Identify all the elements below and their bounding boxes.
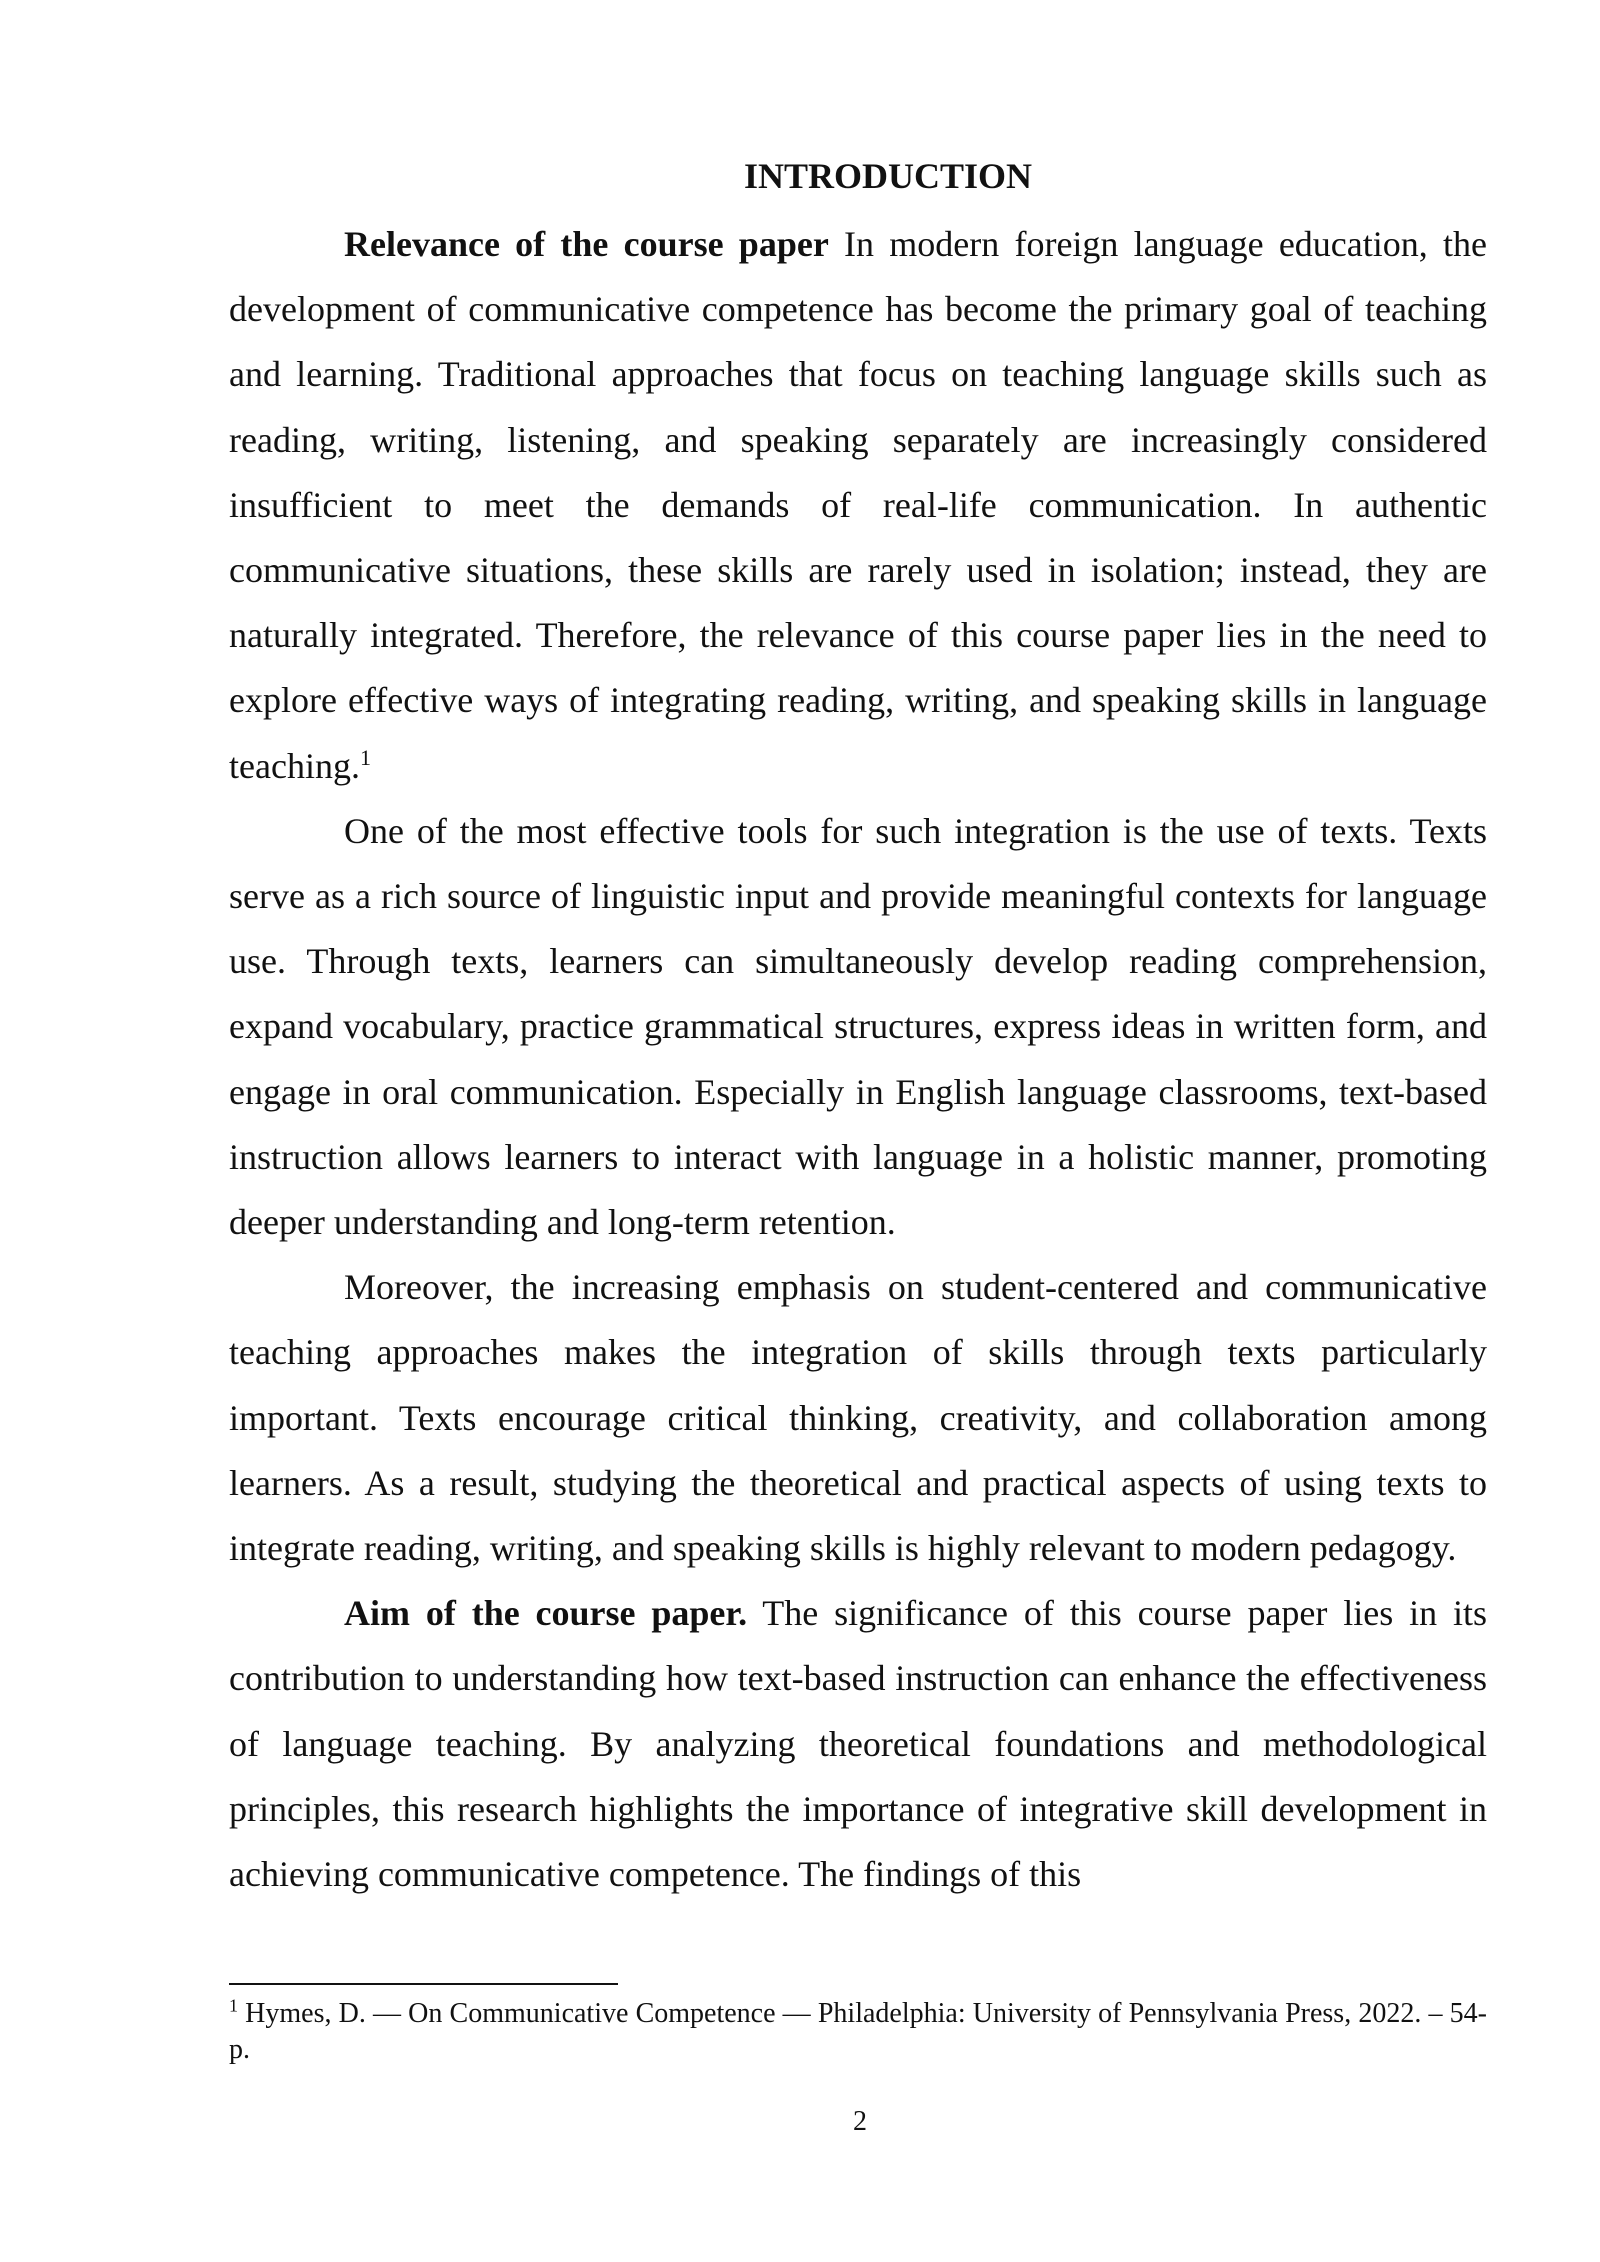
page-body xyxy=(229,148,1487,1907)
page-title: INTRODUCTION xyxy=(743,156,1033,196)
paragraph-student-centered: Moreover, the increasing emphasis on student-centered and communicative teaching approaches makes the integration of skills through texts particularly important. Texts encourage critical thinking, creativity, and collaboration among learners. As a result, studying the theoretical and practical aspects of using texts to integrate reading, writing, and speaking skills is highly relevant to modern pedagogy. xyxy=(229,1267,1487,1569)
footnote-separator xyxy=(229,1983,618,1985)
paragraph-text-aim: The significance of this course paper lies in its contribution to understanding how text-based instruction can enhance the effectiveness of language teaching. By analyzing theoretical foundations and methodological principles, this research highlights the importance of integrative skill development in achieving communicative competence. The findings of this xyxy=(229,1593,1487,1895)
paragraph-aim xyxy=(229,1581,1487,1907)
footnote xyxy=(229,1996,1487,2068)
paragraph-lead-aim: Aim of the course paper. xyxy=(344,1593,748,1634)
footnote-marker: 1 xyxy=(229,1995,238,2016)
paragraph-text-relevance: In modern foreign language education, the development of communicative competence has become the primary goal of teaching and learning. Traditional approaches that focus on teaching language skills such as reading, writing, listening, and speaking separately are increasingly considered insufficient to meet the demands of real-life communication. In authentic communicative situations, these skills are rarely used in isolation; instead, they are naturally integrated. Therefore, the relevance of this course paper lies in the need to explore effective ways of integrating reading, writing, and speaking skills in language teaching. xyxy=(229,224,1487,786)
footnote-reference[interactable]: 1 xyxy=(359,744,371,770)
paragraph-lead-relevance: Relevance of the course paper xyxy=(344,224,829,264)
paragraph-texts-as-tools: One of the most effective tools for such integration is the use of texts. Texts serve as a rich source of linguistic input and provide meaningful contexts for language use. Through texts, learners can simultaneously develop reading comprehension, expand vocabulary, practice grammatical structures, express ideas in written form, and engage in oral communication. Especially in English language classrooms, text-based instruction allows learners to interact with language in a holistic manner, promoting deeper understanding and long-term retention. xyxy=(229,810,1487,1243)
paragraph-relevance xyxy=(229,212,1487,799)
footnote-text: Hymes, D. — On Communicative Competence — Philadelphia: University of Pennsylvania Press, 2022. – 54-p. xyxy=(229,1998,1487,2065)
page-number: 2 xyxy=(853,2106,867,2137)
